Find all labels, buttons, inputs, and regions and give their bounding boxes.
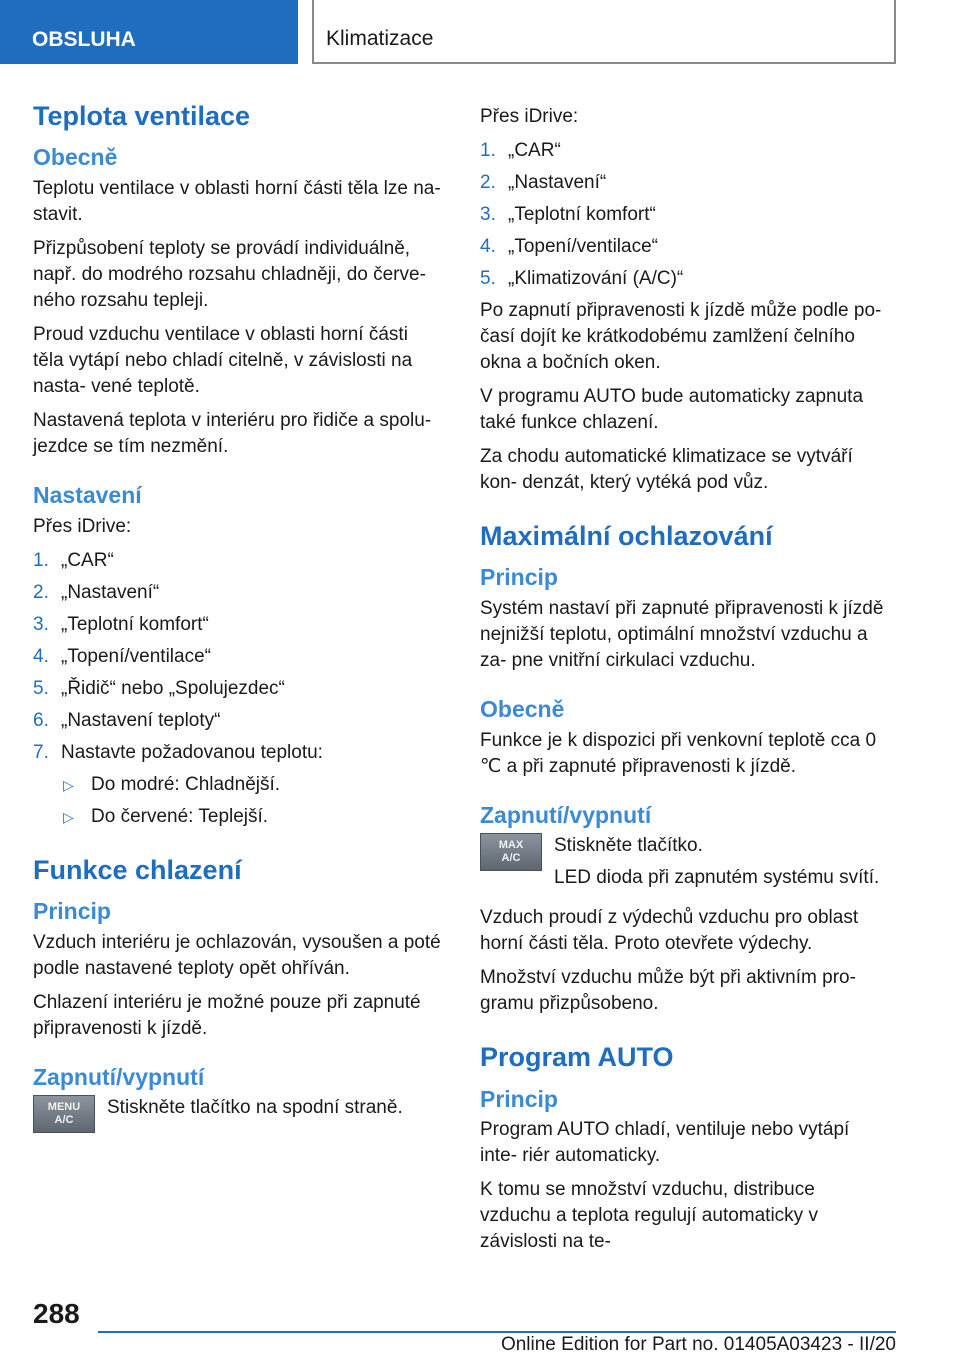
paragraph: Proud vzduchu ventilace v oblasti horní části těla vytápí nebo chladí citelně, v závislosti na nasta- vené teplotě. bbox=[33, 323, 413, 397]
step-text: „Řidič“ nebo „Spolujezdec“ bbox=[61, 677, 285, 699]
step-number: 5. bbox=[33, 677, 49, 699]
step-text: „Teplotní komfort“ bbox=[508, 204, 656, 225]
subheading-zapnuti: Zapnutí/vypnutí bbox=[33, 1063, 205, 1090]
step-text: „Nastavení teploty“ bbox=[61, 709, 221, 731]
footer-divider bbox=[98, 1331, 896, 1333]
subheading-princip: Princip bbox=[480, 564, 558, 591]
step-text: „CAR“ bbox=[508, 140, 561, 161]
paragraph: LED dioda při zapnutém systému svítí. bbox=[554, 867, 880, 889]
paragraph: Vzduch proudí z výdechů vzduchu pro oblast horní části těla. Proto otevřete výdechy. bbox=[480, 907, 859, 955]
button-icon-label: A/C bbox=[54, 1114, 74, 1127]
paragraph: Po zapnutí připravenosti k jízdě může podle po- časí dojít ke krátkodobému zamlžení čelního okna a bočních oken. bbox=[480, 300, 882, 373]
list-item bbox=[33, 548, 443, 574]
heading-maximalni-ochlazovani: Maximální ochlazování bbox=[480, 521, 773, 551]
button-icon-label: A/C bbox=[501, 852, 521, 865]
subheading-nastaveni: Nastavení bbox=[33, 481, 142, 508]
steps-list bbox=[480, 138, 890, 292]
sub-list-item bbox=[61, 772, 443, 798]
heading-teplota-ventilace: Teplota ventilace bbox=[33, 101, 251, 131]
subheading-obecne: Obecně bbox=[33, 144, 118, 171]
step-number: 4. bbox=[480, 236, 496, 257]
heading-funkce-chlazeni: Funkce chlazení bbox=[33, 854, 242, 885]
paragraph: V programu AUTO bude automaticky zapnuta také funkce chlazení. bbox=[480, 386, 864, 433]
paragraph: Množství vzduchu může být při aktivním pro- gramu přizpůsobeno. bbox=[480, 967, 856, 1015]
steps-list bbox=[33, 548, 443, 830]
paragraph: Přizpůsobení teploty se provádí individuálně, např. do modrého rozsahu chladněji, do červe- ného rozsahu tepleji. bbox=[33, 237, 426, 311]
list-item bbox=[33, 580, 443, 606]
menu-ac-button-icon bbox=[33, 1095, 95, 1133]
paragraph: Přes iDrive: bbox=[33, 515, 132, 537]
list-item bbox=[33, 708, 443, 734]
subheading-zapnuti: Zapnutí/vypnutí bbox=[480, 801, 652, 828]
paragraph: Přes iDrive: bbox=[480, 106, 579, 127]
sub-item-text: Do modré: Chladnější. bbox=[91, 773, 281, 795]
paragraph: Nastavená teplota v interiéru pro řidiče a spolu- jezdce se tím nezmění. bbox=[33, 409, 432, 457]
subheading-princip: Princip bbox=[480, 1085, 558, 1112]
list-item bbox=[480, 266, 890, 292]
paragraph: Chlazení interiéru je možné pouze při zapnuté připravenosti k jízdě. bbox=[33, 991, 421, 1039]
list-item bbox=[33, 612, 443, 638]
right-column bbox=[480, 100, 890, 1263]
subheading-princip: Princip bbox=[33, 897, 111, 924]
left-column bbox=[33, 100, 443, 1141]
button-instruction-text bbox=[554, 833, 879, 897]
step-number: 2. bbox=[480, 172, 496, 193]
edition-footer: Online Edition for Part no. 01405A03423 - II/20 bbox=[500, 1334, 896, 1355]
step-number: 3. bbox=[480, 204, 496, 225]
button-instruction bbox=[33, 1095, 443, 1133]
sub-list-item bbox=[61, 804, 443, 830]
step-text: Nastavte požadovanou teplotu: bbox=[61, 741, 323, 763]
max-ac-button-icon bbox=[480, 833, 542, 871]
button-icon-label: MAX bbox=[498, 839, 524, 852]
step-text: „Topení/ventilace“ bbox=[508, 236, 658, 257]
step-number: 2. bbox=[33, 581, 49, 603]
step-text: „Klimatizování (A/C)“ bbox=[508, 268, 684, 289]
step-text: „CAR“ bbox=[61, 549, 114, 571]
paragraph: Stiskněte tlačítko. bbox=[554, 835, 703, 857]
step-text: „Teplotní komfort“ bbox=[61, 613, 209, 635]
paragraph: Systém nastaví při zapnuté připravenosti k jízdě nejnižší teplotu, optimální množství vzduchu a za- pne vnitřní cirkulaci vzduchu. bbox=[480, 597, 884, 671]
heading-program-auto: Program AUTO bbox=[480, 1042, 674, 1073]
list-item bbox=[480, 138, 890, 164]
list-item bbox=[480, 202, 890, 228]
list-item bbox=[33, 644, 443, 670]
button-instruction bbox=[480, 833, 890, 897]
subheading-obecne: Obecně bbox=[480, 695, 565, 722]
paragraph: Program AUTO chladí, ventiluje nebo vytápí inte- riér automaticky. bbox=[480, 1119, 850, 1167]
step-text: „Nastavení“ bbox=[61, 581, 160, 603]
step-number: 3. bbox=[33, 613, 49, 635]
sub-item-text: Do červené: Teplejší. bbox=[91, 805, 269, 827]
paragraph: Funkce je k dispozici při venkovní teplotě cca 0 ℃ a při zapnuté připravenosti k jízdě. bbox=[480, 729, 877, 777]
step-number: 7. bbox=[33, 741, 49, 763]
step-number: 5. bbox=[480, 268, 496, 289]
section-tab: OBSLUHA bbox=[0, 0, 298, 64]
step-number: 4. bbox=[33, 645, 49, 667]
page-number: 288 bbox=[33, 1298, 80, 1329]
chapter-title: Klimatizace bbox=[312, 0, 896, 64]
triangle-bullet-icon: ▷ bbox=[63, 776, 74, 793]
triangle-bullet-icon: ▷ bbox=[63, 808, 74, 825]
step-text: „Topení/ventilace“ bbox=[61, 645, 211, 667]
list-item bbox=[33, 740, 443, 830]
button-instruction-text bbox=[107, 1095, 403, 1127]
paragraph: Teplotu ventilace v oblasti horní části těla lze na- stavit. bbox=[33, 177, 441, 225]
paragraph: Stiskněte tlačítko na spodní straně. bbox=[107, 1097, 403, 1119]
step-number: 1. bbox=[480, 140, 496, 161]
list-item bbox=[480, 170, 890, 196]
list-item bbox=[33, 676, 443, 702]
button-icon-label: MENU bbox=[47, 1101, 81, 1114]
paragraph: Za chodu automatické klimatizace se vytváří kon- denzát, který vytéká pod vůz. bbox=[480, 446, 853, 493]
list-item bbox=[480, 234, 890, 260]
sub-list bbox=[61, 772, 443, 830]
step-number: 1. bbox=[33, 549, 49, 571]
step-number: 6. bbox=[33, 709, 49, 731]
step-text: „Nastavení“ bbox=[508, 172, 607, 193]
paragraph: Vzduch interiéru je ochlazován, vysoušen a poté podle nastavené teploty opět ohříván. bbox=[33, 931, 441, 979]
paragraph: K tomu se množství vzduchu, distribuce vzduchu a teplota regulují automaticky v závislosti na te- bbox=[480, 1179, 818, 1253]
